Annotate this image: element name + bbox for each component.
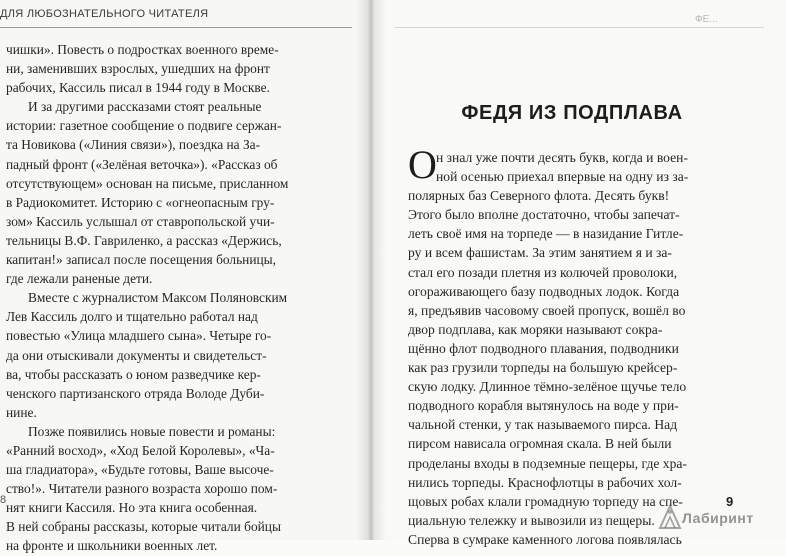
- text-line: И за другими рассказами стоят реальные: [28, 99, 262, 115]
- running-head: ДЛЯ ЛЮБОЗНАТЕЛЬНОГО ЧИТАТЕЛЯ: [0, 8, 209, 20]
- text-line: капитан!» записал после посещения больницы,: [6, 252, 277, 268]
- text-line: на фронте и школьники военных лет.: [6, 538, 218, 554]
- header-rule: [0, 27, 352, 28]
- text-line: зом» Кассиль услышал от ставропольской учи-: [6, 213, 275, 229]
- labirint-watermark: [656, 502, 780, 532]
- text-line: Лев Кассиль долго и тщательно работал над: [6, 309, 258, 325]
- right-page: [372, 0, 786, 547]
- text-line: та Новикова («Линия связи»), поездка на За-: [6, 137, 261, 153]
- text-line: «Ранний восход», «Ход Белой Королевы», «Ча-: [6, 442, 275, 458]
- watermark-text: Лабиринт: [682, 510, 754, 526]
- right-running-head: ФЕ...: [695, 14, 718, 25]
- text-line: пирсом нависала огромная скала. В ней были: [408, 436, 672, 452]
- text-line: истории: газетное сообщение о подвиге сержан-: [6, 118, 282, 134]
- text-line: чишки». Повесть о подростках военного време-: [6, 42, 279, 57]
- text-line: ру и всем фашистам. За этим занятием я и за-: [408, 245, 672, 261]
- book-gutter-shadow: [356, 0, 386, 540]
- text-line: Сперва в сумраке каменного логова появлялась: [408, 531, 682, 547]
- text-line: двор подплава, как моряки называют сокра-: [408, 321, 663, 337]
- text-line: циальную тележку и вывозили из пещеры.: [408, 512, 655, 528]
- text-line: Позже появились новые повести и романы:: [28, 423, 276, 439]
- text-line: ни, заменивших взрослых, ушедших на фронт: [6, 61, 270, 77]
- text-line: нят книги Кассиля. Но эта книга особенная.: [6, 500, 258, 516]
- text-line: где лежали раненые дети.: [6, 271, 153, 287]
- text-line: рабочих, Кассиль писал в 1944 году в Москве.: [6, 80, 270, 96]
- text-line: да они отыскивали документы и свидетельст-: [6, 347, 267, 363]
- text-line: леть своё имя на торпеде — в назидание Гитле-: [408, 226, 684, 242]
- text-line: подводного корабля вытянулось на воде у при-: [408, 398, 679, 414]
- page-number-left: 8: [0, 494, 7, 506]
- left-page: [0, 0, 372, 554]
- chapter-title: ФЕДЯ ИЗ ПОДПЛАВА: [461, 102, 683, 124]
- text-line: я, предъявив часовому своей пропуск, вошёл во: [408, 302, 686, 318]
- text-line: проделаны входы в подземные пещеры, где хра-: [408, 455, 687, 471]
- text-line: как раз грузили торпеды на большую крейсер-: [408, 360, 678, 376]
- text-line: нились торпеды. Краснофлотцы в рабочих хол-: [408, 474, 682, 490]
- text-line: скую лодку. Длинное тёмно-зелёное щучье тело: [408, 379, 687, 395]
- text-line: чальной стенки, у так называемого пирса. Над: [408, 417, 678, 433]
- text-line: падный фронт («Зелёная веточка»). «Рассказ об: [6, 156, 278, 172]
- text-line: тельницы В.Ф. Гавриленко, а рассказ «Держись,: [6, 232, 282, 248]
- text-line: ва, чтобы рассказать о юном разведчике кер-: [6, 366, 261, 382]
- text-line: отсутствующем» основан на письме, присланном: [6, 175, 289, 191]
- text-line: В ней собраны рассказы, которые читали бойцы: [6, 519, 281, 535]
- text-line: щовых робах клали громадную торпеду на спе-: [408, 493, 683, 509]
- drop-cap: О: [408, 142, 437, 187]
- text-line: огораживающего базу подводных лодок. Когда: [408, 283, 680, 299]
- text-line: нине.: [6, 404, 37, 420]
- text-line: полярных баз Северного флота. Десять букв!: [408, 188, 670, 204]
- text-line: ной осенью приехал впервые на одну из за-: [436, 169, 689, 185]
- text-line: ченского партизанского отряда Володе Дуби-: [6, 385, 265, 401]
- text-line: Вместе с журналистом Максом Поляновским: [28, 290, 288, 306]
- text-line: повестью «Улица младшего сына». Четыре го-: [6, 328, 272, 344]
- page-number-right: 9: [726, 494, 734, 509]
- left-page-text: [6, 40, 326, 556]
- text-line: Этого было вполне достаточно, чтобы запечат-: [408, 207, 680, 223]
- text-line: в Радиокомитет. Историю с «огнеопасным гру-: [6, 194, 275, 210]
- text-line: щённо флот подводного плавания, подводники: [408, 340, 679, 356]
- text-line: ша гладиатора», «Будьте готовы, Ваше высоче-: [6, 462, 274, 478]
- right-header-rule: [394, 27, 764, 28]
- text-line: ство!». Читатели разного возраста хорошо пом-: [6, 481, 278, 497]
- text-line: стал его позади плетня из колючей проволоки,: [408, 264, 678, 280]
- text-line: н знал уже почти десять букв, когда и воен-: [436, 150, 688, 165]
- right-page-text: [408, 148, 754, 549]
